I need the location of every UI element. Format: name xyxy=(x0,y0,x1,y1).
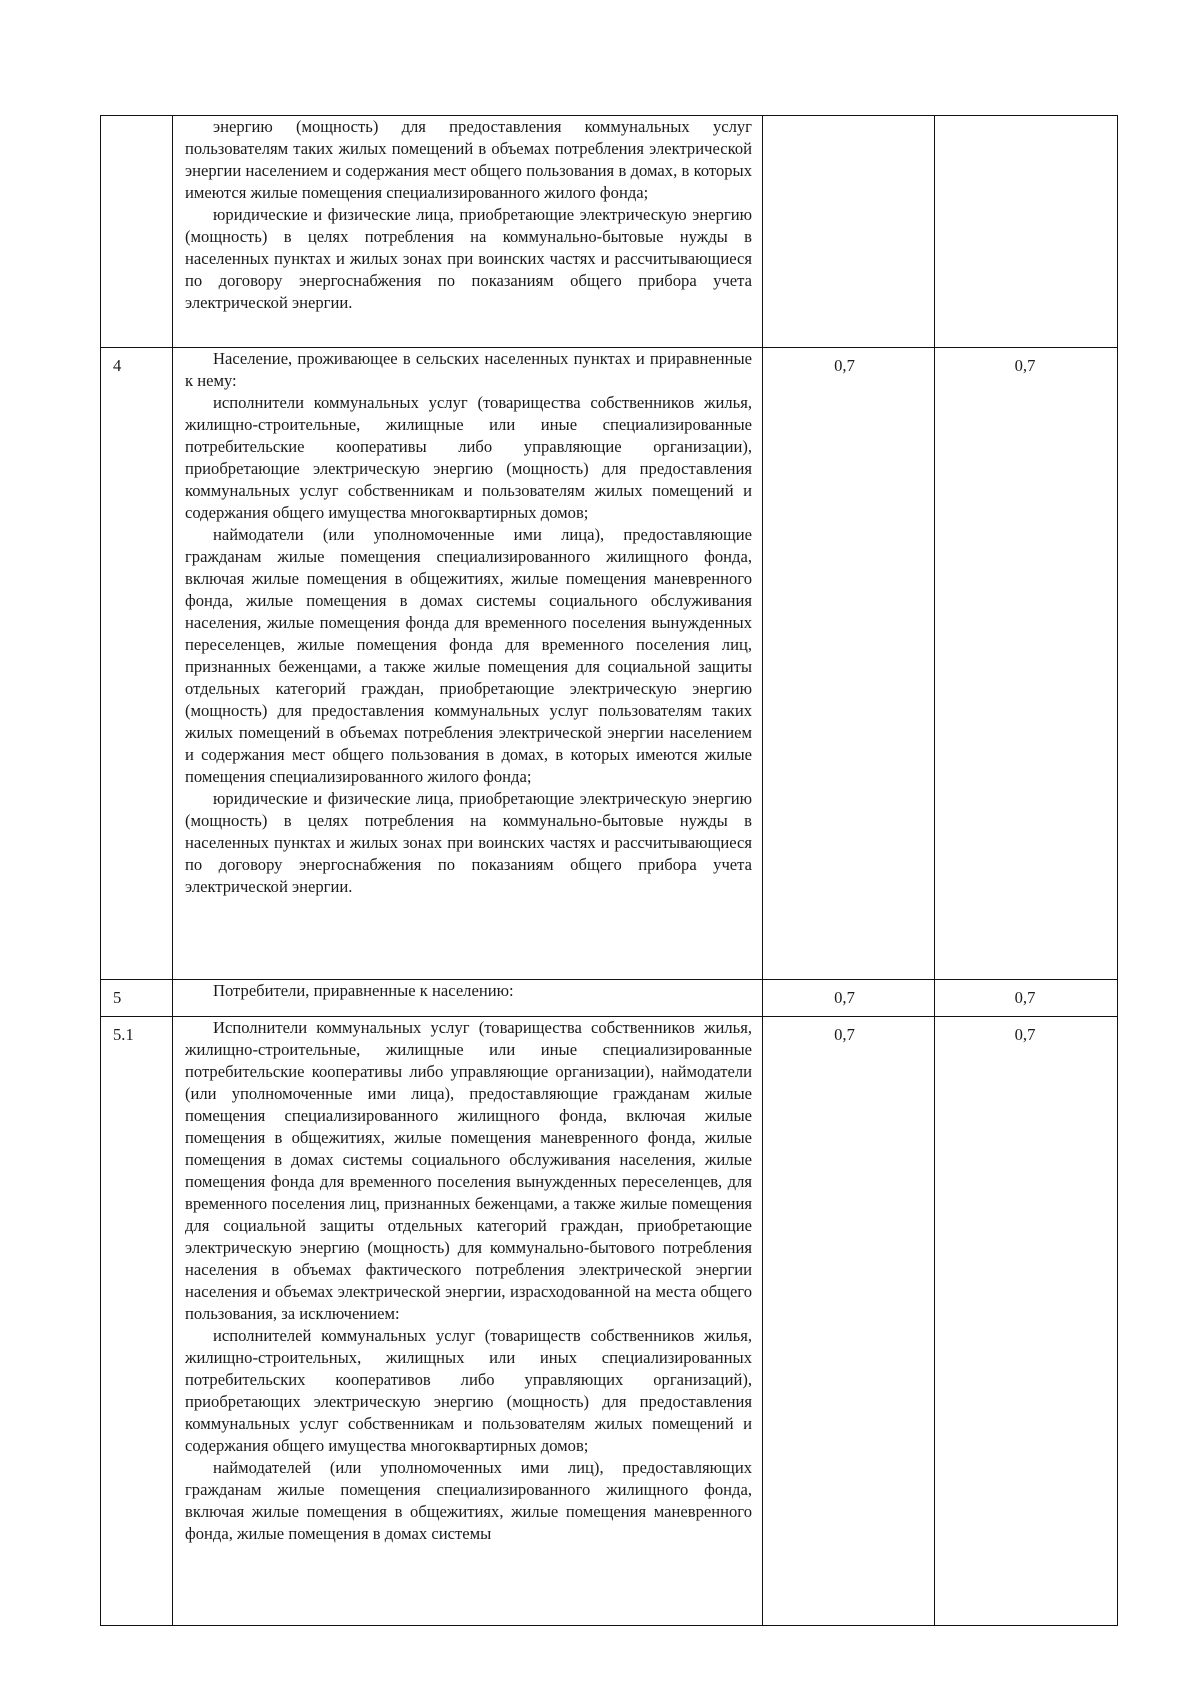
table-row xyxy=(101,1017,1118,1626)
row-number: 4 xyxy=(101,348,173,980)
document-page xyxy=(100,115,1117,1626)
paragraph: наймодатели (или уполномоченные ими лица), предоставляющие гражданам жилые помещения специализированного жилищного фонда, включая жилые помещения в общежитиях, жилые помещения маневренного фонда, жилые помещения в домах системы социального обслуживания населения, жилые помещения фонда для временного поселения вынужденных переселенцев, жилые помещения фонда для временного поселения лиц, признанных беженцами, а также жилые помещения для социальной защиты отдельных категорий граждан, приобретающие электрическую энергию (мощность) для предоставления коммунальных услуг пользователям таких жилых помещений в объемах потребления электрической энергии населением и содержания мест общего пользования в домах, в которых имеются жилые помещения специализированного жилого фонда; xyxy=(185,525,752,786)
paragraph: юридические и физические лица, приобретающие электрическую энергию (мощность) в целях потребления на коммунально-бытовые нужды в населенных пунктах и жилых зонах при воинских частях и рассчитывающиеся по договору энергоснабжения по показаниям общего прибора учета электрической энергии. xyxy=(185,789,752,896)
row-value-1 xyxy=(763,116,935,348)
row-value-1: 0,7 xyxy=(763,348,935,980)
table-row xyxy=(101,980,1118,1017)
paragraph: исполнители коммунальных услуг (товарищества собственников жилья, жилищно-строительные, жилищные или иные специализированные потребительские кооперативы либо управляющие организации), приобретающие электрическую энергию (мощность) для предоставления коммунальных услуг собственникам и пользователям жилых помещений и содержания общего имущества многоквартирных домов; xyxy=(185,393,752,522)
paragraph: исполнителей коммунальных услуг (товариществ собственников жилья, жилищно-строительных, жилищных или иных специализированных потребительских кооперативов либо управляющих организаций), приобретающих электрическую энергию (мощность) для предоставления коммунальных услуг собственникам и пользователям жилых помещений и содержания общего имущества многоквартирных домов; xyxy=(185,1326,752,1455)
row-value-1: 0,7 xyxy=(763,1017,935,1626)
table-row xyxy=(101,116,1118,348)
row-value-1: 0,7 xyxy=(763,980,935,1017)
table-row xyxy=(101,348,1118,980)
paragraph: наймодателей (или уполномоченных ими лиц), предоставляющих гражданам жилые помещения специализированного жилищного фонда, включая жилые помещения в общежитиях, жилые помещения маневренного фонда, жилые помещения в домах системы xyxy=(185,1458,752,1543)
tariff-table xyxy=(100,115,1118,1626)
paragraph: Потребители, приравненные к населению: xyxy=(213,981,514,1000)
row-description xyxy=(173,348,763,980)
paragraph: энергию (мощность) для предоставления коммунальных услуг пользователям таких жилых помещений в объемах потребления электрической энергии населением и содержания мест общего пользования в домах, в которых имеются жилые помещения специализированного жилого фонда; xyxy=(185,117,752,202)
row-description xyxy=(173,980,763,1017)
row-value-2: 0,7 xyxy=(935,980,1118,1017)
row-description xyxy=(173,1017,763,1626)
paragraph: Исполнители коммунальных услуг (товарищества собственников жилья, жилищно-строительные, жилищные или иные специализированные потребительские кооперативы либо управляющие организации), наймодатели (или уполномоченные ими лица), предоставляющие гражданам жилые помещения специализированного жилищного фонда, включая жилые помещения в общежитиях, жилые помещения маневренного фонда, жилые помещения в домах системы социального обслуживания населения, жилые помещения фонда для временного поселения вынужденных переселенцев, для временного поселения лиц, признанных беженцами, а также жилые помещения для социальной защиты отдельных категорий граждан, приобретающие электрическую энергию (мощность) для коммунально-бытового потребления населения в объемах фактического потребления электрической энергии населения и объемах электрической энергии, израсходованной на места общего пользования, за исключением: xyxy=(185,1018,752,1323)
row-number: 5.1 xyxy=(101,1017,173,1626)
row-description xyxy=(173,116,763,348)
row-number: 5 xyxy=(101,980,173,1017)
row-value-2 xyxy=(935,116,1118,348)
row-value-2: 0,7 xyxy=(935,1017,1118,1626)
row-value-2: 0,7 xyxy=(935,348,1118,980)
row-number xyxy=(101,116,173,348)
paragraph: Население, проживающее в сельских населенных пунктах и приравненные к нему: xyxy=(185,349,752,390)
paragraph: юридические и физические лица, приобретающие электрическую энергию (мощность) в целях потребления на коммунально-бытовые нужды в населенных пунктах и жилых зонах при воинских частях и рассчитывающиеся по договору энергоснабжения по показаниям общего прибора учета электрической энергии. xyxy=(185,205,752,312)
